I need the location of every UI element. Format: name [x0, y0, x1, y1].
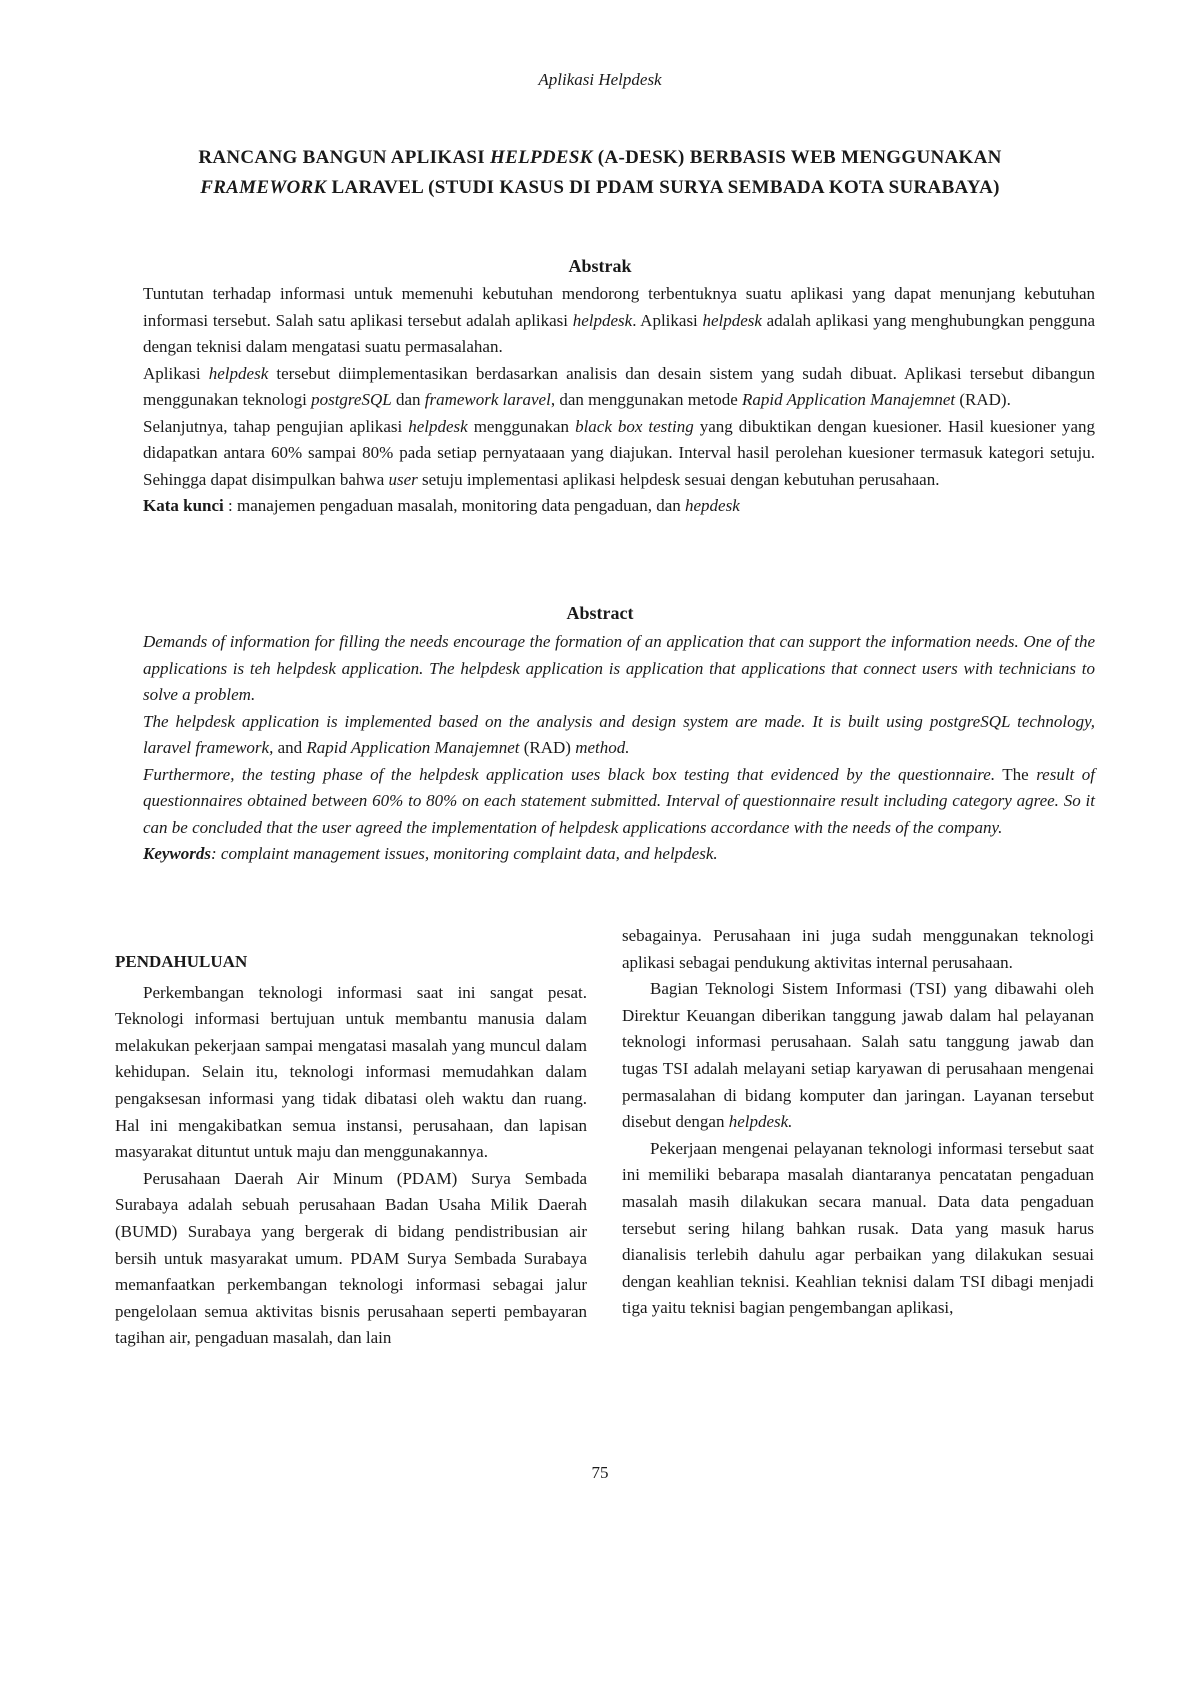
- title-italic-text: FRAMEWORK: [200, 177, 327, 198]
- title-text: LARAVEL (STUDI KASUS DI PDAM SURYA SEMBADA KOTA SURABAYA): [326, 177, 1000, 198]
- body-paragraph: sebagainya. Perusahaan ini juga sudah menggunakan teknologi aplikasi sebagai pendukung aktivitas internal perusahaan.: [622, 926, 1094, 972]
- paper-title: [130, 143, 1070, 203]
- keywords-label: Keywords: [143, 844, 211, 863]
- abstract-paragraph-2: The helpdesk application is implemented based on the analysis and design system are made. It is built using postgreSQL technology, laravel framework, and Rapid Application Manajemnet (RAD) method.: [143, 711, 1095, 757]
- right-column: [622, 923, 1094, 1322]
- abstract-paragraph-1: Demands of information for filling the needs encourage the formation of an application that can support the information needs. One of the applications is teh helpdesk application. The helpdesk application is application that applications that connect users with technicians to solve a problem.: [143, 632, 1095, 704]
- abstract-paragraph-3: Furthermore, the testing phase of the helpdesk application uses black box testing that evidenced by the questionnaire. The result of questionnaires obtained between 60% to 80% on each statement submitted. Interval of questionnaire result including category agree. So it can be concluded that the user agreed the implementation of helpdesk applications accordance with the needs of the company.: [143, 764, 1095, 837]
- body-paragraph: Bagian Teknologi Sistem Informasi (TSI) yang dibawahi oleh Direktur Keuangan diberikan tanggung jawab dalam hal pelayanan teknologi informasi perusahaan. Salah satu tanggung jawab dan tugas TSI adalah melayani setiap karyawan di perusahaan mengenai permasalahan di bidang komputer dan jaringan. Layanan tersebut disebut dengan helpdesk.: [622, 979, 1094, 1132]
- abstrak-paragraph-3: Selanjutnya, tahap pengujian aplikasi helpdesk menggunakan black box testing yang dibuktikan dengan kuesioner. Hasil kuesioner yang didapatkan antara 60% sampai 80% pada setiap pernyataaan yang diajukan. Interval hasil perolehan kuesioner termasuk kategori setuju. Sehingga dapat disimpulkan bahwa user setuju implementasi aplikasi helpdesk sesuai dengan kebutuhan perusahaan.: [143, 416, 1095, 489]
- title-text: (A-DESK) BERBASIS WEB MENGGUNAKAN: [592, 147, 1002, 168]
- title-text: RANCANG BANGUN APLIKASI: [198, 147, 491, 168]
- abstract-heading: Abstract: [566, 603, 634, 623]
- title-italic-text: HELPDESK: [490, 147, 593, 168]
- abstrak-body: [143, 281, 1095, 520]
- body-paragraph: Pekerjaan mengenai pelayanan teknologi informasi tersebut saat ini memiliki bebarapa masalah diantaranya pencatatan pengaduan masalah masih dilakukan secara manual. Data data pengaduan tersebut sering hilang bahkan rusak. Data yang masuk harus dianalisis terlebih dahulu agar perbaikan yang dilakukan sesuai dengan keahlian teknisi. Keahlian teknisi dalam TSI dibagi menjadi tiga yaitu teknisi bagian pengembangan aplikasi,: [622, 1138, 1094, 1318]
- page-number: 75: [591, 1463, 609, 1482]
- body-paragraph: Perusahaan Daerah Air Minum (PDAM) Surya Sembada Surabaya adalah sebuah perusahaan Badan Usaha Milik Daerah (BUMD) Surabaya yang bergerak di bidang pendistribusian air bersih untuk masyarakat umum. PDAM Surya Sembada Surabaya memanfaatkan perkembangan teknologi informasi sebagai jalur pengelolaan semua aktivitas bisnis perusahaan seperti pembayaran tagihan air, pengaduan masalah, dan lain: [115, 1168, 587, 1348]
- body-paragraph: Perkembangan teknologi informasi saat ini sangat pesat. Teknologi informasi bertujuan untuk membantu manusia dalam melakukan pekerjaan sampai mengatasi masalah yang muncul dalam kehidupan. Selain itu, teknologi informasi memudahkan dalam pengaksesan informasi yang tidak dibatasi oleh waktu dan ruang. Hal ini mengakibatkan semua instansi, perusahaan, dan lapisan masyarakat dituntut untuk maju dan menggunakannya.: [115, 982, 587, 1162]
- abstract-keywords: Keywords: complaint management issues, monitoring complaint data, and helpdesk.: [143, 844, 718, 863]
- abstrak-paragraph-1: Tuntutan terhadap informasi untuk memenuhi kebutuhan mendorong terbentuknya suatu aplikasi yang dapat menunjang kebutuhan informasi tersebut. Salah satu aplikasi tersebut adalah aplikasi helpdesk. Aplikasi helpdesk adalah aplikasi yang menghubungkan pengguna dengan teknisi dalam mengatasi suatu permasalahan.: [143, 284, 1096, 356]
- abstrak-heading: Abstrak: [568, 256, 632, 276]
- abstrak-keywords: Kata kunci : manajemen pengaduan masalah, monitoring data pengaduan, dan hepdesk: [143, 496, 740, 515]
- left-column: [115, 949, 587, 1352]
- keywords-label: Kata kunci: [143, 496, 224, 515]
- running-head: Aplikasi Helpdesk: [538, 70, 662, 89]
- abstract-body: [143, 629, 1095, 868]
- section-heading-pendahuluan: PENDAHULUAN: [115, 952, 248, 971]
- title-line-1: [130, 143, 1070, 173]
- abstrak-paragraph-2: Aplikasi helpdesk tersebut diimplementasikan berdasarkan analisis dan desain sistem yang sudah dibuat. Aplikasi tersebut dibangun menggunakan teknologi postgreSQL dan framework laravel, dan menggunakan metode Rapid Application Manajemnet (RAD).: [143, 363, 1096, 409]
- title-line-2: [130, 173, 1070, 203]
